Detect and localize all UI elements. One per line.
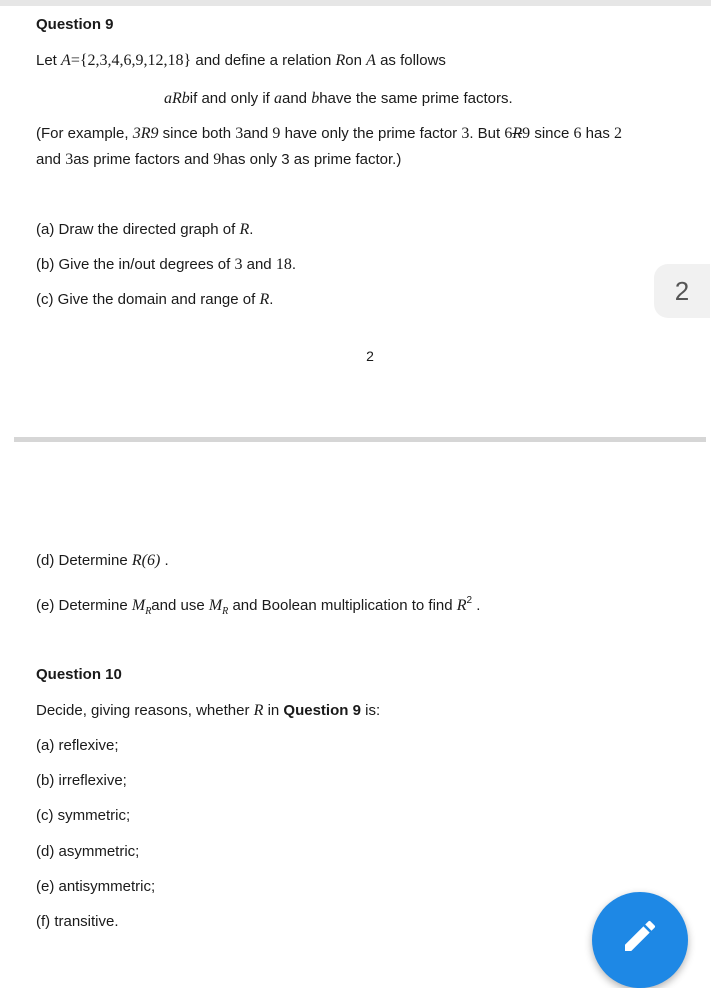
q9-definition: aRbif and only if aand bhave the same prime factors.: [164, 90, 513, 107]
page-number: 2: [366, 348, 374, 364]
page-indicator-badge[interactable]: 2: [654, 264, 710, 318]
q9-part-d: (d) Determine R(6) .: [36, 552, 169, 569]
q10-item-antisymmetric: (e) antisymmetric;: [36, 878, 156, 895]
edit-button[interactable]: [592, 892, 688, 988]
q10-item-symmetric: (c) symmetric;: [36, 807, 131, 824]
q10-intro: Decide, giving reasons, whether R in Question 9 is:: [36, 702, 381, 719]
pencil-icon: [620, 916, 660, 956]
q9-example-line1: (For example, 3R9 since both 3and 9 have only the prime factor 3. But 6R9 since 6 has 2: [36, 125, 623, 142]
q9-part-e: (e) Determine $M_Rand$ use $M_R$ and Boolean multiplication to find $R^2$ .: [36, 595, 481, 617]
question-10-title: Question 10: [36, 666, 122, 683]
q9-part-a: (a) Draw the directed graph of R.: [36, 221, 254, 238]
top-bar: [0, 0, 711, 6]
page-divider: [14, 437, 706, 442]
q9-intro: Let A={2,3,4,6,9,12,18} and define a relation Ron A as follows: [36, 52, 446, 69]
q10-item-reflexive: (a) reflexive;: [36, 737, 119, 754]
q10-item-irreflexive: (b) irreflexive;: [36, 772, 127, 789]
q9-part-c: (c) Give the domain and range of R.: [36, 291, 274, 308]
q9-part-b: (b) Give the in/out degrees of 3 and 18.: [36, 256, 296, 273]
question-9-title: Question 9: [36, 16, 114, 33]
q9-example-line2: and 3as prime factors and 9has only 3 as prime factor.): [36, 151, 402, 168]
q10-item-transitive: (f) transitive.: [36, 913, 119, 930]
q10-item-asymmetric: (d) asymmetric;: [36, 843, 140, 860]
